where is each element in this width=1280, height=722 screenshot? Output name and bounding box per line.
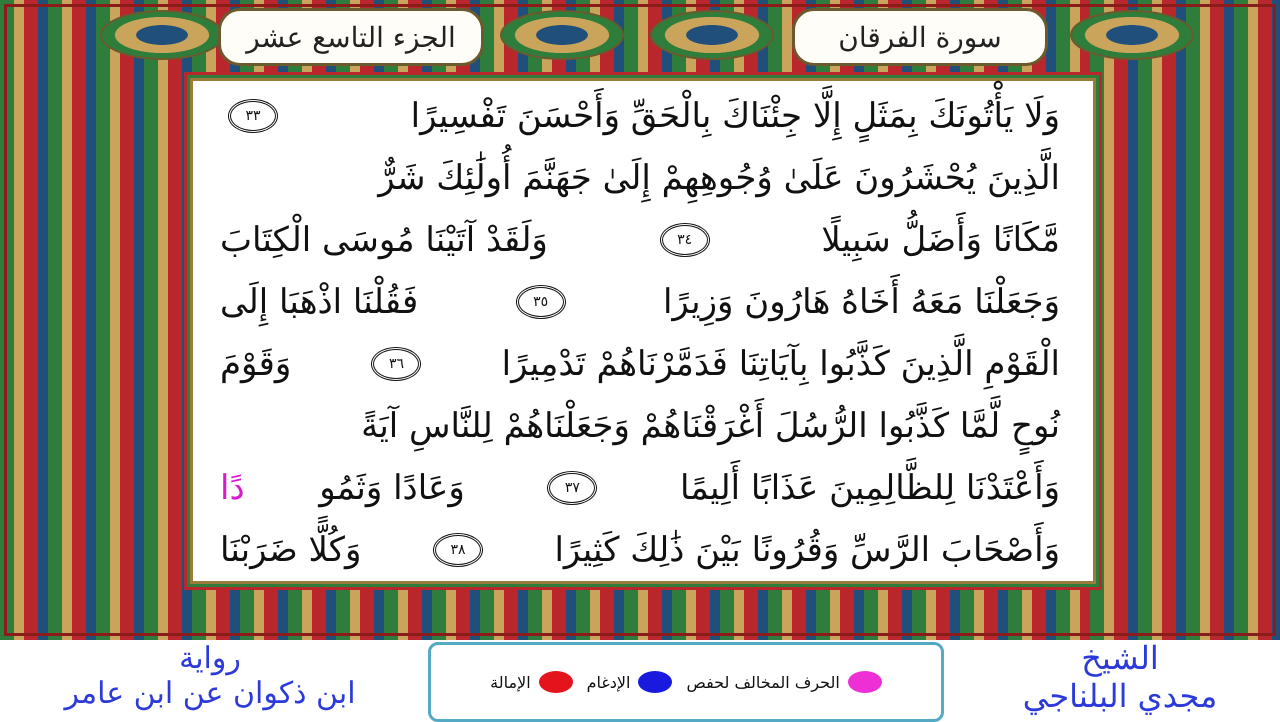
ayah-text: وَأَعْتَدْنَا لِلظَّالِمِينَ عَذَابًا أَلِيمًا — [679, 468, 1060, 508]
ayah-line — [220, 84, 1060, 148]
medallion-ornament — [500, 10, 624, 60]
ayah-number-marker: ٣٤ — [660, 223, 710, 257]
ayah-line — [220, 518, 1060, 582]
ayah-text: الَّذِينَ يُحْشَرُونَ عَلَىٰ وُجُوهِهِمْ إِلَىٰ جَهَنَّمَ أُولَٰئِكَ شَرٌّ — [378, 158, 1060, 198]
legend-label: الإمالة — [490, 672, 531, 692]
ayah-line — [220, 332, 1060, 396]
ayah-text: وَعَادًا وَثَمُو — [319, 468, 465, 508]
legend-label: الإدغام — [586, 672, 631, 692]
ayah-text: وَلَقَدْ آتَيْنَا مُوسَى الْكِتَابَ — [220, 220, 548, 260]
ayah-line — [220, 146, 1060, 210]
surah-title: سورة الفرقان — [792, 8, 1048, 66]
color-legend — [428, 642, 944, 722]
sheikh-block — [990, 640, 1250, 720]
highlighted-letter: دًا — [220, 468, 245, 508]
sheikh-name: مجدي البلناجي — [1022, 677, 1218, 715]
medallion-ornament — [650, 10, 774, 60]
ayah-text: الْقَوْمِ الَّذِينَ كَذَّبُوا بِآيَاتِنَا فَدَمَّرْنَاهُمْ تَدْمِيرًا — [501, 344, 1060, 384]
frame-left-border — [0, 0, 190, 640]
ayah-text: وَقَوْمَ — [220, 344, 292, 384]
medallion-ornament — [1070, 10, 1194, 60]
sheikh-title: الشيخ — [1081, 639, 1159, 677]
quran-text-area — [200, 82, 1080, 572]
ayah-line — [220, 394, 1060, 458]
frame-bottom-border — [0, 578, 1280, 640]
ayah-text: فَقُلْنَا اذْهَبَا إِلَى — [220, 282, 419, 322]
ayah-line — [220, 208, 1060, 272]
pink-dot-icon — [848, 671, 882, 693]
legend-label: الحرف المخالف لحفص — [686, 672, 840, 692]
ayah-number-marker: ٣٧ — [547, 471, 597, 505]
blue-dot-icon — [638, 671, 672, 693]
ayah-line — [220, 456, 1060, 520]
ayah-number-marker: ٣٥ — [516, 285, 566, 319]
riwaya-name: ابن ذكوان عن ابن عامر — [64, 676, 356, 711]
ayah-text: مَّكَانًا وَأَضَلُّ سَبِيلًا — [821, 220, 1060, 260]
red-dot-icon — [539, 671, 573, 693]
ayah-text: وَكُلًّا ضَرَبْنَا — [220, 530, 362, 570]
riwaya-title: رواية — [179, 641, 241, 676]
legend-item-idgham — [587, 671, 673, 693]
ayah-line — [220, 270, 1060, 334]
legend-item-imala — [490, 671, 572, 693]
ayah-text: وَجَعَلْنَا مَعَهُ أَخَاهُ هَارُونَ وَزِيرًا — [662, 282, 1060, 322]
ayah-text: وَأَصْحَابَ الرَّسِّ وَقُرُونًا بَيْنَ ذَٰلِكَ كَثِيرًا — [554, 530, 1060, 570]
footer — [0, 640, 1280, 720]
ayah-text: وَلَا يَأْتُونَكَ بِمَثَلٍ إِلَّا جِئْنَاكَ بِالْحَقِّ وَأَحْسَنَ تَفْسِيرًا — [410, 96, 1060, 136]
ayah-number-marker: ٣٦ — [371, 347, 421, 381]
ayah-number-marker: ٣٨ — [433, 533, 483, 567]
medallion-ornament — [100, 10, 224, 60]
ayah-text: نُوحٍ لَّمَّا كَذَّبُوا الرُّسُلَ أَغْرَقْنَاهُمْ وَجَعَلْنَاهُمْ لِلنَّاسِ آيَةً — [361, 406, 1060, 446]
frame-right-border — [1090, 0, 1280, 640]
juz-label: الجزء التاسع عشر — [218, 8, 484, 66]
riwaya-block — [20, 640, 400, 720]
legend-item-different-letter — [686, 671, 881, 693]
ayah-number-marker: ٣٣ — [228, 99, 278, 133]
